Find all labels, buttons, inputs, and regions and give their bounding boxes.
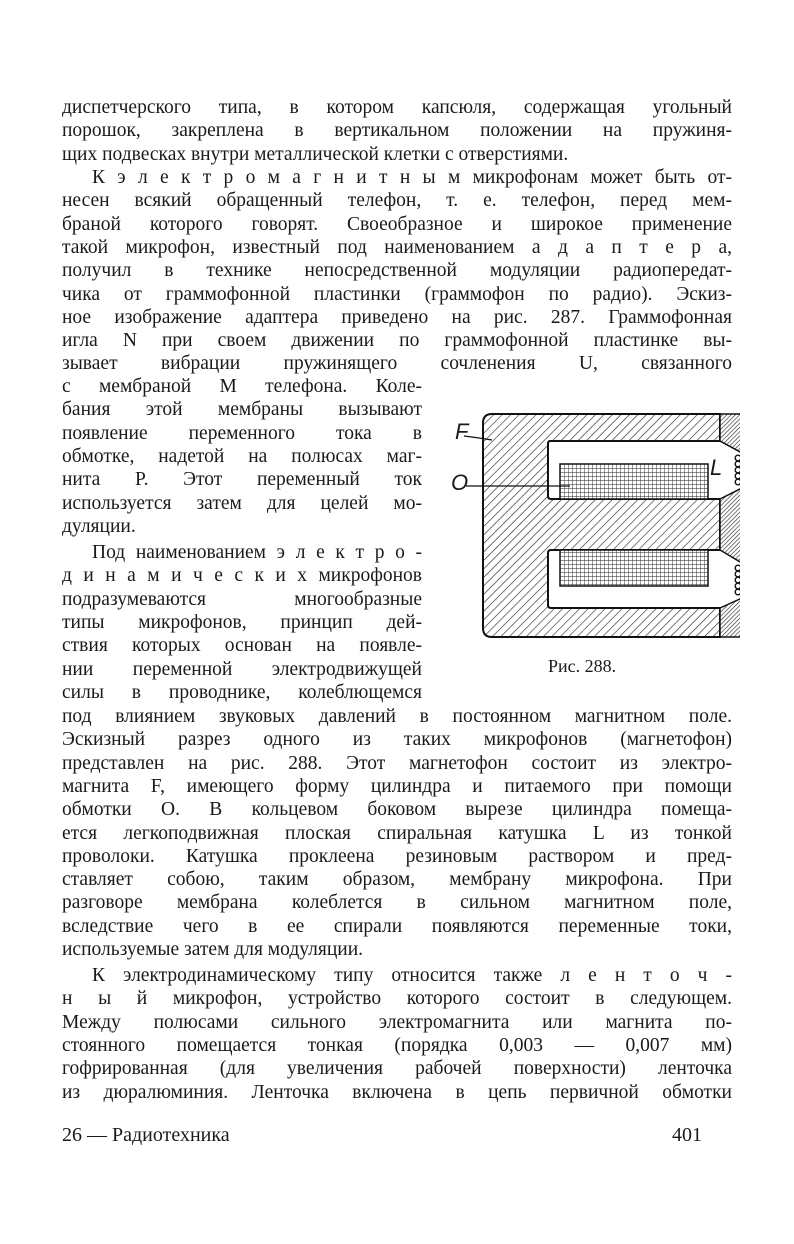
text-line: типы микрофонов, принцип дей- bbox=[62, 611, 422, 633]
winding-top bbox=[560, 464, 708, 499]
text-line: подразумеваются многообразные bbox=[62, 588, 422, 610]
text-line: обмотки O. В кольцевом боковом вырезе цилиндра помеща- bbox=[62, 799, 732, 821]
pole-piece-top bbox=[720, 414, 740, 453]
text-line: гофрированная (для увеличения рабочей поверхности) ленточка bbox=[62, 1058, 732, 1080]
text-line: Между полюсами сильного электромагнита или магнита по- bbox=[62, 1011, 732, 1033]
text-line: диспетчерского типа, в котором капсюля, содержащая угольный bbox=[62, 97, 732, 118]
text-line: под влиянием звуковых давлений в постоянном магнитном поле. bbox=[62, 706, 732, 727]
text-line: зывает вибрации пружинящего сочленения U, связанного bbox=[62, 353, 732, 375]
footer-signature: 26 — Радиотехника bbox=[62, 1124, 230, 1146]
label-F: F bbox=[455, 419, 469, 444]
text-line: получил в технике непосредственной модуляции радиопередат- bbox=[62, 260, 732, 282]
text-line: н ы й микрофон, устройство которого состоит в следующем. bbox=[62, 988, 732, 1010]
text-line: Под наименованием э л е к т р о - bbox=[92, 542, 422, 563]
text-line: разговоре мембрана колеблется в сильном магнитном поле, bbox=[62, 892, 732, 914]
text-line: щих подвесках внутри металлической клетки с отверстиями. bbox=[62, 143, 569, 165]
text-line: порошок, закреплена в вертикальном положении на пружиня- bbox=[62, 120, 732, 142]
text-line: ное изображение адаптера приведено на рис. 287. Граммофонная bbox=[62, 306, 732, 328]
pole-piece-bottom bbox=[720, 598, 740, 637]
label-L: L bbox=[710, 455, 723, 480]
text-line: К э л е к т р о м а г н и т н ы м микрофонам может быть от- bbox=[92, 167, 732, 188]
text-line: проволоки. Катушка проклеена резиновым раствором и пред- bbox=[62, 845, 732, 867]
text-line: вследствие чего в ее спирали появляются переменные токи, bbox=[62, 915, 732, 937]
figure-caption: Рис. 288. bbox=[548, 656, 617, 676]
text-line: представлен на рис. 288. Этот магнетофон состоит из электро- bbox=[62, 752, 732, 774]
text-line: появление переменного тока в bbox=[62, 422, 422, 444]
text-line: ется легкоподвижная плоская спиральная катушка L из тонкой bbox=[62, 822, 732, 844]
text-line: ствия которых основан на появле- bbox=[62, 635, 422, 657]
text-line: стоянного помещается тонкая (порядка 0,003 — 0,007 мм) bbox=[62, 1034, 732, 1056]
pole-piece-middle bbox=[720, 488, 740, 563]
magnetophon-diagram bbox=[440, 400, 740, 650]
text-line: чика от граммофонной пластинки (граммофон по радио). Эскиз- bbox=[62, 283, 732, 305]
label-O: O bbox=[451, 470, 469, 495]
text-line: ставляет собою, таким образом, мембрану микрофона. При bbox=[62, 869, 732, 891]
text-line: используемые затем для модуляции. bbox=[62, 939, 364, 960]
text-line: из дюралюминия. Ленточка включена в цепь первичной обмотки bbox=[62, 1081, 732, 1103]
text-line: дуляции. bbox=[62, 515, 136, 537]
text-line: игла N при своем движении по граммофонной пластинке вы- bbox=[62, 330, 732, 352]
page-number: 401 bbox=[672, 1124, 702, 1146]
text-line: несен всякий обращенный телефон, т. е. телефон, перед мем- bbox=[62, 190, 732, 212]
text-line: нии переменной электродвижущей bbox=[62, 658, 422, 680]
text-line: силы в проводнике, колеблющемся bbox=[62, 681, 422, 703]
text-line: нита P. Этот переменный ток bbox=[62, 469, 422, 491]
text-line: браной которого говорят. Своеобразное и широкое применение bbox=[62, 213, 732, 235]
text-line: с мембраной M телефона. Коле- bbox=[62, 376, 422, 397]
magnet-core bbox=[483, 414, 723, 637]
text-line: бания этой мембраны вызывают bbox=[62, 399, 422, 421]
text-line: такой микрофон, известный под наименованием а д а п т е р а, bbox=[62, 236, 732, 258]
text-line: К электродинамическому типу относится также л е н т о ч - bbox=[92, 965, 732, 986]
text-line: д и н а м и ч е с к и х микрофонов bbox=[62, 565, 422, 587]
winding-bottom bbox=[560, 550, 708, 586]
text-line: магнита F, имеющего форму цилиндра и питаемого при помощи bbox=[62, 775, 732, 797]
text-line: Эскизный разрез одного из таких микрофонов (магнетофон) bbox=[62, 729, 732, 751]
text-line: обмотке, надетой на полюсах маг- bbox=[62, 445, 422, 467]
text-line: используется затем для целей мо- bbox=[62, 492, 422, 514]
